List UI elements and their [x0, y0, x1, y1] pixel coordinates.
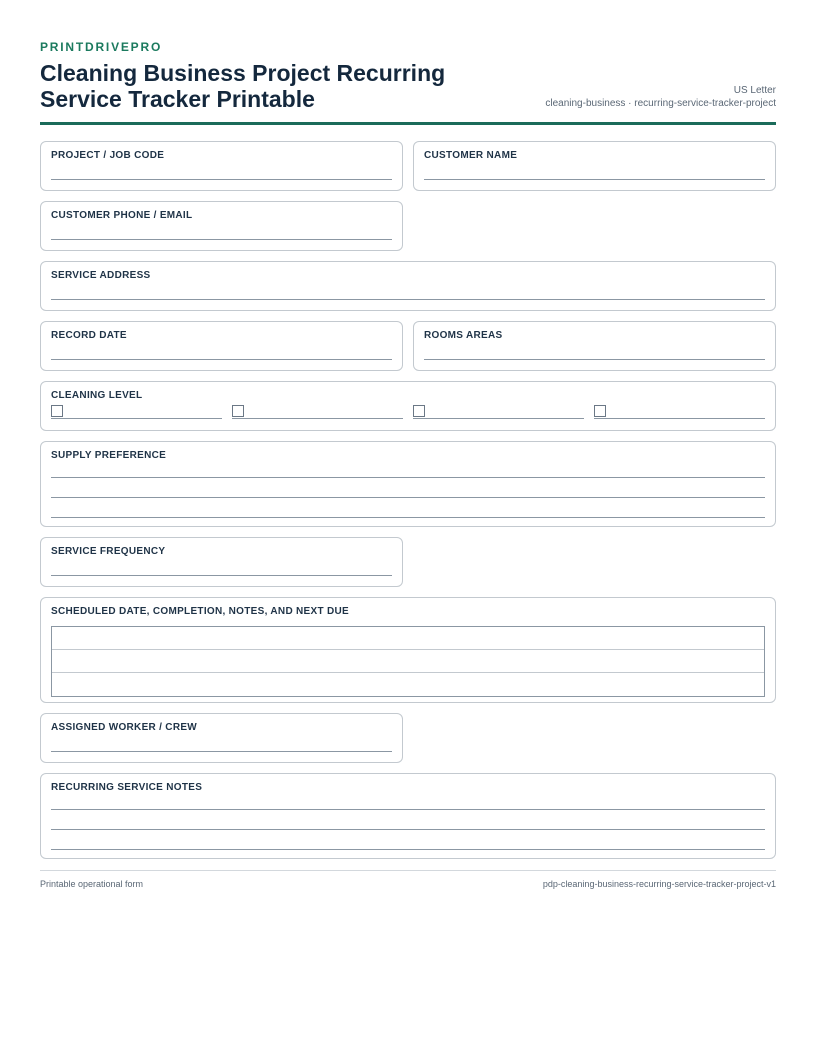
row-6 [40, 441, 776, 527]
row-5 [40, 381, 776, 431]
recurring-notes-line[interactable] [51, 830, 765, 850]
table-row[interactable] [52, 627, 764, 650]
schedule-table-field [40, 597, 776, 703]
row-2 [40, 201, 776, 251]
customer-name-field [413, 141, 776, 191]
form-fields [40, 141, 776, 859]
schedule-table [51, 626, 765, 697]
recurring-notes-label: RECURRING SERVICE NOTES [51, 782, 203, 793]
service-frequency-field [40, 537, 403, 587]
assigned-worker-input-line[interactable] [51, 734, 392, 752]
supply-preference-label: SUPPLY PREFERENCE [51, 450, 167, 461]
service-address-field [40, 261, 776, 311]
supply-preference-line[interactable] [51, 462, 765, 478]
supply-preference-line[interactable] [51, 478, 765, 498]
project-job-code-field [40, 141, 403, 191]
recurring-notes-line[interactable] [51, 794, 765, 810]
form-footer [40, 870, 776, 889]
recurring-notes-field [40, 773, 776, 859]
supply-preference-field [40, 441, 776, 527]
rooms-areas-label: ROOMS AREAS [424, 330, 503, 341]
checkbox[interactable] [51, 405, 63, 417]
row-10 [40, 773, 776, 859]
cleaning-level-option [51, 402, 222, 419]
service-address-input-line[interactable] [51, 282, 765, 300]
rooms-areas-input-line[interactable] [424, 342, 765, 360]
cleaning-level-option [413, 402, 584, 419]
footer-form-id: pdp-cleaning-business-recurring-service-tracker-project-v1 [542, 879, 776, 889]
customer-phone-email-input-line[interactable] [51, 222, 392, 240]
row-1 [40, 141, 776, 191]
project-job-code-label: PROJECT / JOB CODE [51, 150, 165, 161]
supply-preference-line[interactable] [51, 498, 765, 518]
footer-left-text: Printable operational form [40, 879, 144, 889]
cleaning-level-field [40, 381, 776, 431]
table-row[interactable] [52, 650, 764, 673]
recurring-notes-line[interactable] [51, 810, 765, 830]
schedule-table-label: SCHEDULED DATE, COMPLETION, NOTES, AND NEXT DUE [51, 606, 350, 617]
record-date-label: RECORD DATE [51, 330, 127, 341]
row-9 [40, 713, 776, 763]
table-row[interactable] [52, 673, 764, 696]
record-date-input-line[interactable] [51, 342, 392, 360]
row-7 [40, 537, 776, 587]
record-date-field [40, 321, 403, 371]
cleaning-level-option [232, 402, 403, 419]
cleaning-level-options [51, 402, 765, 419]
project-job-code-input-line[interactable] [51, 162, 392, 180]
form-header [40, 60, 776, 125]
assigned-worker-label: ASSIGNED WORKER / CREW [51, 722, 198, 733]
form-meta [545, 84, 776, 112]
customer-name-input-line[interactable] [424, 162, 765, 180]
row-3 [40, 261, 776, 311]
row-8 [40, 597, 776, 703]
customer-phone-email-label: CUSTOMER PHONE / EMAIL [51, 210, 193, 221]
customer-phone-email-field [40, 201, 403, 251]
assigned-worker-field [40, 713, 403, 763]
checkbox[interactable] [413, 405, 425, 417]
service-address-label: SERVICE ADDRESS [51, 270, 151, 281]
form-title: Cleaning Business Project Recurring Service Tracker Printable [40, 60, 446, 112]
checkbox[interactable] [594, 405, 606, 417]
service-frequency-label: SERVICE FREQUENCY [51, 546, 166, 557]
form-slug: cleaning-business · recurring-service-tracker-project [545, 98, 776, 109]
paper-size: US Letter [733, 85, 776, 96]
service-frequency-input-line[interactable] [51, 558, 392, 576]
cleaning-level-option [594, 402, 765, 419]
row-4 [40, 321, 776, 371]
rooms-areas-field [413, 321, 776, 371]
customer-name-label: CUSTOMER NAME [424, 150, 518, 161]
checkbox[interactable] [232, 405, 244, 417]
brand-name: PRINTDRIVEPRO [40, 40, 163, 54]
cleaning-level-label: CLEANING LEVEL [51, 390, 143, 401]
form-page [40, 40, 776, 869]
